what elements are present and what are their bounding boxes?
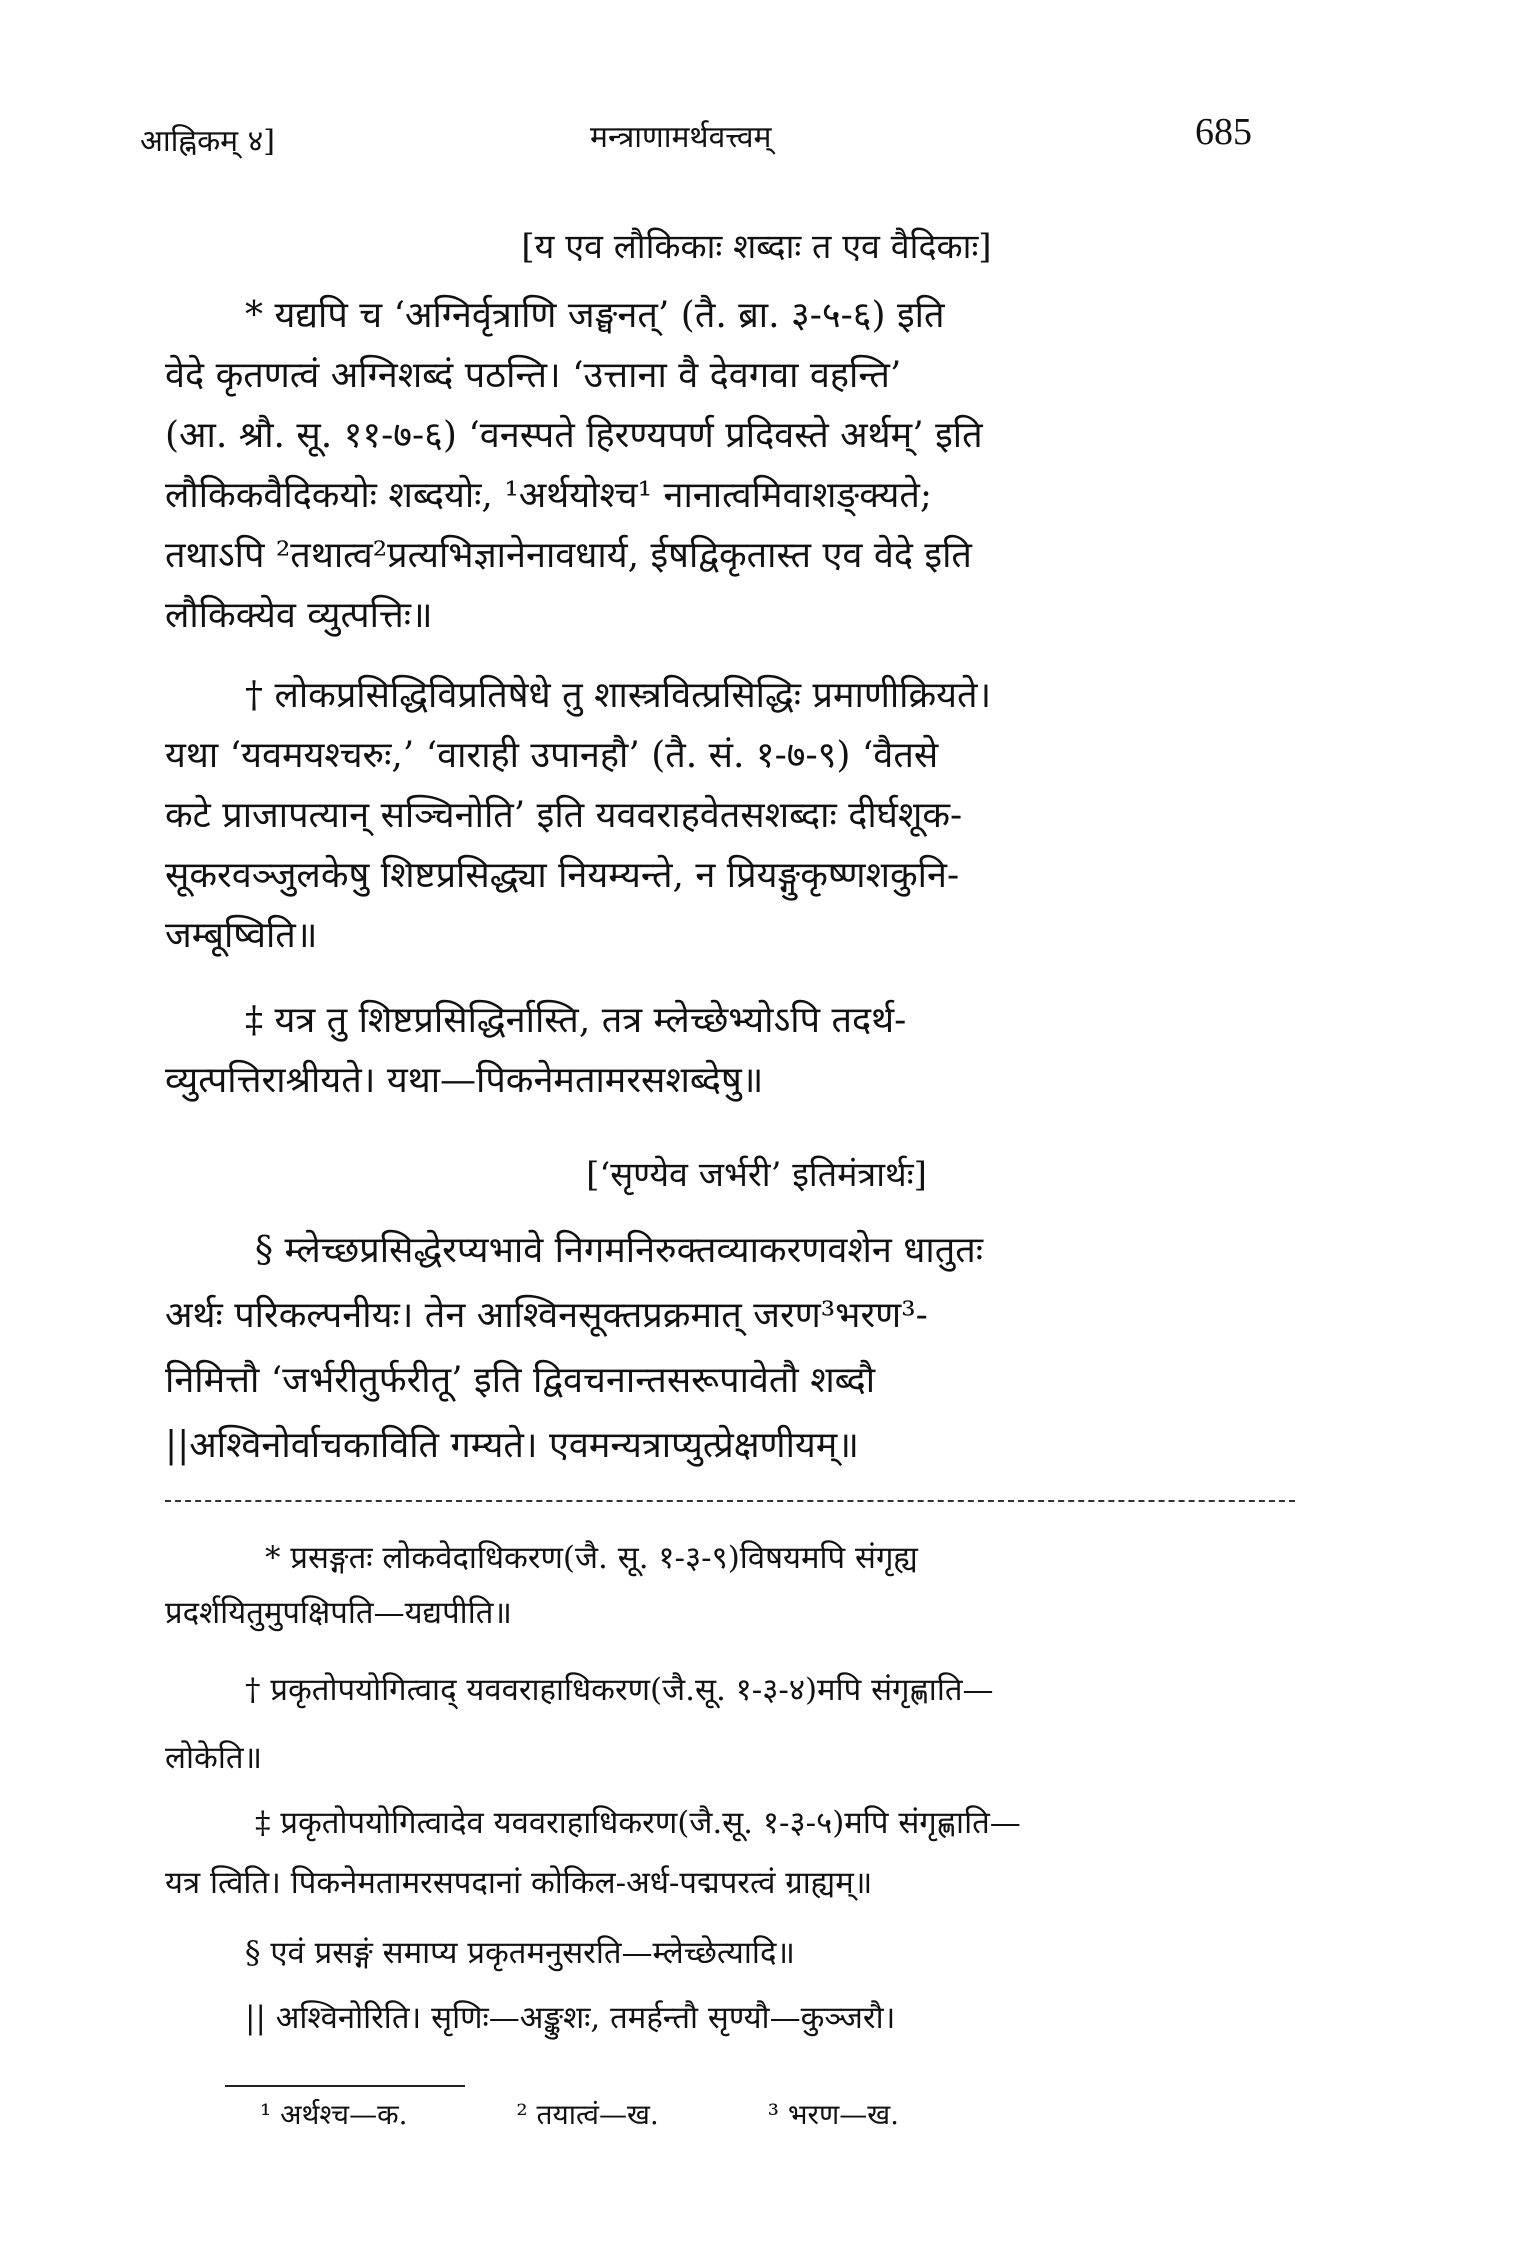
- text-line: § म्लेच्छप्रसिद्धेरप्यभावे निगमनिरुक्तव्याकरणवशेन धातुतः: [255, 1230, 984, 1271]
- text-line: ‡ यत्र तु शिष्टप्रसिद्धिर्नास्ति, तत्र म्लेच्छेभ्योऽपि तदर्थ-: [245, 1000, 907, 1041]
- section-heading: [य एव लौकिकाः शब्दाः त एव वैदिकाः]: [521, 227, 992, 267]
- commentary-line: ‡ प्रकृतोपयोगित्वादेव यववराहाधिकरण(जै.सू. १-३-५)मपि संगृह्णाति—: [255, 1805, 1021, 1841]
- text-line: (आ. श्रौ. सू. ११-७-६) ‘वनस्पते हिरण्यपर्ण प्रदिवस्ते अर्थम्’ इति: [165, 415, 983, 456]
- text-line: लौकिक्येव व्युत्पत्तिः॥: [165, 595, 433, 636]
- text-line: लौकिकवैदिकयोः शब्दयोः, ¹अर्थयोश्च¹ नानात्वमिवाशङ्क्यते;: [165, 475, 933, 516]
- section-heading: [‘सृण्येव जर्भरी’ इतिमंत्रार्थः]: [586, 1155, 927, 1195]
- commentary-line: § एवं प्रसङ्गं समाप्य प्रकृतमनुसरति—म्लेच्छेत्यादि॥: [245, 1935, 795, 1971]
- commentary-line: लोकेति॥: [165, 1740, 263, 1776]
- text-line: * यद्यपि च ‘अग्निर्वृत्राणि जङ्घनत्’ (तै. ब्रा. ३-५-६) इति: [245, 295, 945, 336]
- commentary-line: प्रदर्शयितुमुपक्षिपति—यद्यपीति॥: [165, 1595, 512, 1631]
- text-line: यथा ‘यवमयश्चरुः,’ ‘वाराही उपानहौ’ (तै. सं. १-७-९) ‘वैतसे: [165, 735, 939, 776]
- text-line: ||अश्विनोर्वाचकाविति गम्यते। एवमन्यत्राप्युत्प्रेक्षणीयम्॥: [165, 1425, 859, 1466]
- text-line: सूकरवञ्जुलकेषु शिष्टप्रसिद्ध्या नियम्यन्ते, न प्रियङ्गुकृष्णशकुनि-: [165, 855, 960, 896]
- text-line: निमित्तौ ‘जर्भरीतुर्फरीतू’ इति द्विवचनान्तसरूपावेतौ शब्दौ: [165, 1360, 876, 1401]
- footnote: ¹ अर्थश्च—क.: [260, 2098, 408, 2131]
- commentary-line: यत्र त्विति। पिकनेमतामरसपदानां कोकिल-अर्ध-पद्मपरत्वं ग्राह्यम्॥: [165, 1865, 873, 1901]
- footnote: ² तयात्वं—ख.: [516, 2098, 659, 2131]
- running-head-title: मन्त्राणामर्थवत्त्वम्: [590, 120, 772, 155]
- text-line: कटे प्राजापत्यान् सञ्चिनोति’ इति यववराहवेतसशब्दाः दीर्घशूक-: [165, 795, 963, 836]
- text-line: जम्बूष्विति॥: [165, 915, 318, 956]
- text-line: अर्थः परिकल्पनीयः। तेन आश्विनसूक्तप्रक्रमात् जरण³भरण³-: [165, 1295, 928, 1336]
- text-line: व्युत्पत्तिराश्रीयते। यथा—पिकनेमतामरसशब्देषु॥: [165, 1060, 764, 1101]
- commentary-divider: [165, 1500, 1295, 1502]
- footnote-rule: [225, 2085, 465, 2087]
- page-number: 685: [1195, 111, 1252, 153]
- commentary-line: † प्रकृतोपयोगित्वाद् यववराहाधिकरण(जै.सू. १-३-४)मपि संगृह्णाति—: [245, 1672, 994, 1708]
- text-line: वेदे कृतणत्वं अग्निशब्दं पठन्ति। ‘उत्ताना वै देवगवा वहन्ति’: [165, 355, 902, 396]
- commentary-line: * प्रसङ्गतः लोकवेदाधिकरण(जै. सू. १-३-९)विषयमपि संगृह्य: [265, 1540, 918, 1576]
- footnotes: [260, 2095, 999, 2135]
- running-head-left: आह्निकम् ४]: [140, 124, 275, 159]
- text-line: तथाऽपि ²तथात्व²प्रत्यभिज्ञानेनावधार्य, ईषद्विकृतास्त एव वेदे इति: [165, 535, 972, 576]
- footnote: ³ भरण—ख.: [767, 2098, 899, 2131]
- commentary-line: || अश्विनोरिति। सृणिः—अङ्कुशः, तमर्हन्तौ सृण्यौ—कुञ्जरौ।: [245, 2000, 896, 2036]
- text-line: † लोकप्रसिद्धिविप्रतिषेधे तु शास्त्रवित्प्रसिद्धिः प्रमाणीक्रियते।: [245, 675, 992, 716]
